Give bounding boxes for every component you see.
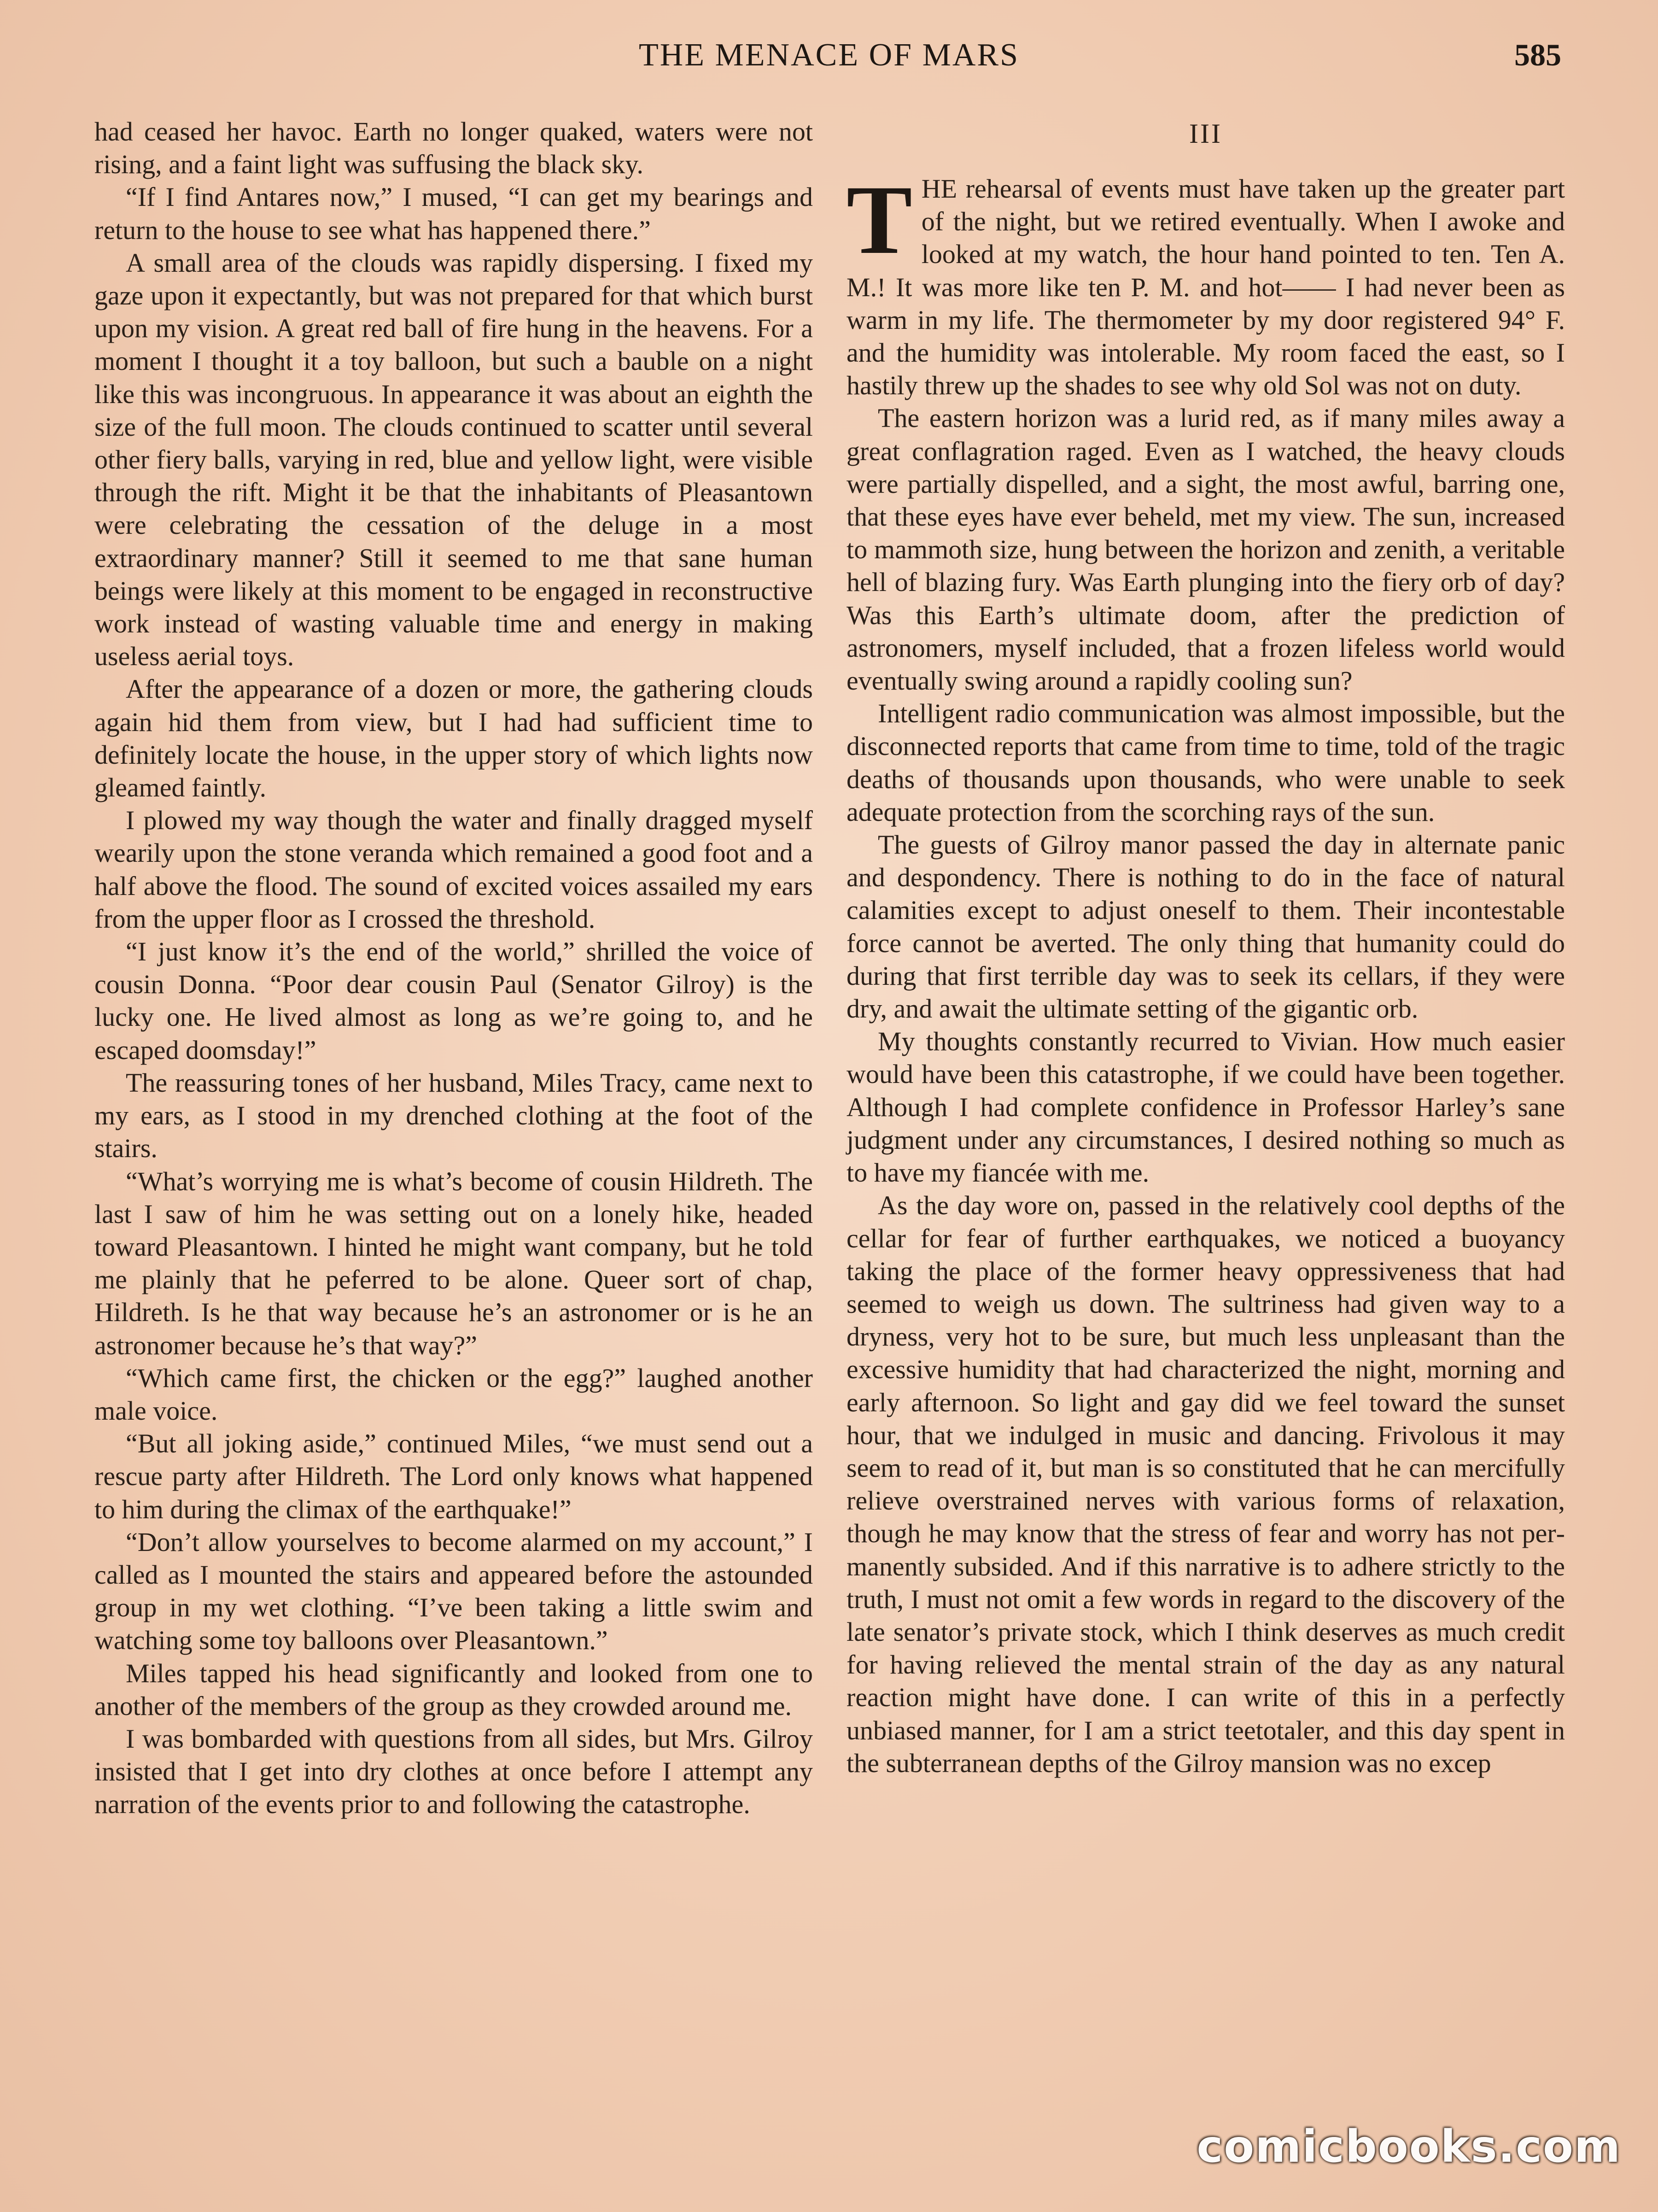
paragraph: As the day wore on, passed in the relatively cool depths of the cellar for fear of further earthquakes, we noticed a buoyancy taking the place of the former heavy oppressiveness that had seemed to weigh us down. The sultriness had given way to a dryness, very hot to be sure, but much less unpleasant than the excessive humidity that had characterized the night, morning and early afternoon. So light and gay did we feel toward the sunset hour, that we indulged in music and dancing. Frivolous it may seem to read of it, but man is so constituted that he can mercifully relieve overstrained nerves with various forms of relaxation, though he may know that the stress of fear and worry has not permanently subsided. And if this narrative is to adhere strictly to the truth, I must not omit a few words in regard to the discovery of the late senator’s private stock, which I think deserves as much credit for having relieved the mental strain of the day as any natural reaction might have done. I can write of this in a perfectly unbiased manner, for I am a strict teetotaler, and this day spent in the subterranean depths of the Gilroy mansion was no excep (847, 1190, 1565, 1778)
paragraph: HE rehearsal of events must have taken up the greater part of the night, but we retired eventually. When I awoke and looked at my watch, the hour hand pointed to ten. Ten A. M.! It was more like ten P. M. and hot—— I had never been as warm in my life. The thermometer by my door registered 94° F. and the humidity was intolerable. My room faced the east, so I hastily threw up the shades to see why old Sol was not on duty. (847, 174, 1565, 401)
drop-cap: T (847, 165, 912, 275)
watermark: comicbooks.com (1197, 2121, 1621, 2172)
paragraph: “Which came first, the chicken or the egg?” laughed another male voice. (94, 1363, 813, 1426)
paragraph: A small area of the clouds was rapidly dispersing. I fixed my gaze upon it expectantly, but was not prepared for that which burst upon my vision. A great red ball of fire hung in the heavens. For a moment I thought it a toy balloon, but such a bauble on a night like this was incongruous. In appearance it was about an eighth the size of the full moon. The clouds continued to scatter until several other fiery balls, varying in red, blue and yellow light, were visible through the rift. Might it be that the inhabitants of Pleasantown were celebrating the cessation of the deluge in a most extraordinary manner? Still it seemed to me that sane human beings were likely at this moment to be engaged in reconstructive work instead of wasting valuable time and energy in making useless aerial toys. (94, 247, 813, 672)
paragraph: The eastern horizon was a lurid red, as if many miles away a great conflagration raged. Even as I watched, the heavy clouds were partially dispelled, and a sight, the most awful, barring one, that these eyes have ever beheld, met my view. The sun, increased to mammoth size, hung between the horizon and zenith, a veritable hell of blazing fury. Was Earth plunging into the fiery orb of day? Was this Earth’s ultimate doom, after the prediction of astronomers, myself included, that a frozen lifeless world would eventually swing around a rapidly cooling sun? (847, 403, 1565, 696)
page-number: 585 (1514, 37, 1561, 72)
paragraph: The reassuring tones of her husband, Miles Tracy, came next to my ears, as I stood in my drenched clothing at the foot of the stairs. (94, 1067, 813, 1164)
paragraph: I plowed my way though the water and finally dragged myself wearily upon the stone veranda which remained a good foot and a half above the flood. The sound of excited voices assailed my ears from the upper floor as I crossed the threshold. (94, 805, 813, 934)
paragraph: “Don’t allow yourselves to become alarmed on my account,” I called as I mounted the stairs and appeared before the astounded group in my wet clothing. “I’ve been taking a little swim and watching some toy balloons over Pleasantown.” (94, 1527, 813, 1656)
paragraph: “If I find Antares now,” I mused, “I can get my bearings and return to the house to see what has happened there.” (94, 182, 813, 245)
paragraph: “What’s worrying me is what’s become of cousin Hildreth. The last I saw of him he was setting out on a lonely hike, headed toward Pleasantown. I hinted he might want company, but he told me plainly that he peferred to be alone. Queer sort of chap, Hildreth. Is he that way because he’s an astronomer or is he an astronomer because he’s that way?” (94, 1166, 813, 1360)
right-column (847, 117, 1565, 1779)
paragraph: “But all joking aside,” continued Miles, “we must send out a rescue party after Hildreth. The Lord only knows what happened to him during the climax of the earthquake!” (94, 1428, 813, 1524)
page-header (0, 32, 1658, 83)
paragraph: Intelligent radio communication was almost impossible, but the disconnected reports that came from time to time, told of the tragic deaths of thousands upon thousands, who were unable to seek adequate protection from the scorching rays of the sun. (847, 698, 1565, 827)
paragraph: “I just know it’s the end of the world,” shrilled the voice of cousin Donna. “Poor dear cousin Paul (Senator Gilroy) is the lucky one. He lived almost as long as we’re going to, and he escaped doomsday!” (94, 936, 813, 1065)
paragraph: I was bombarded with questions from all sides, but Mrs. Gilroy insisted that I get into dry clothes at once before I attempt any narration of the events prior to and following the catastrophe. (94, 1723, 813, 1820)
paragraph: Miles tapped his head significantly and looked from one to another of the members of the group as they crowded around me. (94, 1658, 813, 1721)
running-title: THE MENACE OF MARS (638, 37, 1020, 73)
left-column (94, 115, 813, 1821)
paragraph: After the appearance of a dozen or more, the gathering clouds again hid them from view, but I had had sufficient time to definitely locate the house, in the upper story of which lights now gleamed faintly. (94, 674, 813, 803)
paragraph: The guests of Gilroy manor passed the day in alternate panic and despondency. There is nothing to do in the face of natural calamities except to adjust oneself to them. Their incontestable force cannot be averted. The only thing that humanity could do during that first terrible day was to seek its cellars, if they were dry, and await the ultimate setting of the gigantic orb. (847, 830, 1565, 1024)
paragraph: My thoughts constantly recurred to Vivian. How much easier would have been this catastrophe, if we could have been together. Although I had complete confidence in Professor Harley’s sane judgment under any circumstances, I desired nothing so much as to have my fiancée with me. (847, 1026, 1565, 1188)
section-heading: III (1189, 118, 1222, 149)
paragraph: had ceased her havoc. Earth no longer quaked, waters were not rising, and a faint light was suffusing the black sky. (94, 117, 813, 180)
